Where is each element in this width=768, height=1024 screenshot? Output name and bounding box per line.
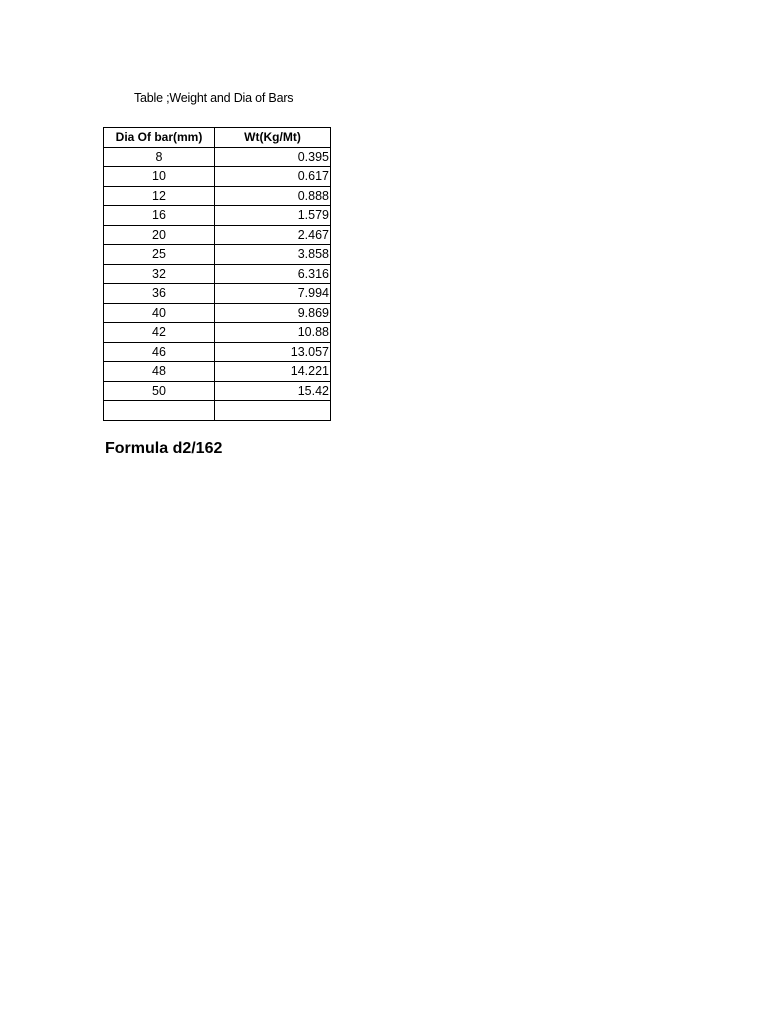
cell-weight: 15.42 [215, 381, 331, 401]
table-row [104, 362, 331, 382]
cell-dia: 40 [104, 303, 215, 323]
cell-dia: 10 [104, 167, 215, 187]
column-header-dia: Dia Of bar(mm) [104, 128, 215, 148]
table-row [104, 206, 331, 226]
cell-weight: 9.869 [215, 303, 331, 323]
table-row-empty [104, 401, 331, 421]
table-row [104, 186, 331, 206]
table-row [104, 147, 331, 167]
cell-dia: 50 [104, 381, 215, 401]
cell-weight: 7.994 [215, 284, 331, 304]
cell-weight: 2.467 [215, 225, 331, 245]
cell-weight: 1.579 [215, 206, 331, 226]
bar-weight-table [103, 127, 331, 421]
cell-dia: 36 [104, 284, 215, 304]
table-row [104, 245, 331, 265]
table-caption: Table ;Weight and Dia of Bars [134, 91, 294, 105]
cell-weight: 3.858 [215, 245, 331, 265]
cell-dia: 48 [104, 362, 215, 382]
table-row [104, 323, 331, 343]
cell-weight: 10.88 [215, 323, 331, 343]
table-header-row [104, 128, 331, 148]
cell-dia [104, 401, 215, 421]
table-row [104, 303, 331, 323]
formula-note: Formula d2/162 [105, 440, 223, 457]
cell-weight: 0.617 [215, 167, 331, 187]
cell-weight: 14.221 [215, 362, 331, 382]
cell-dia: 16 [104, 206, 215, 226]
cell-dia: 8 [104, 147, 215, 167]
table-row [104, 342, 331, 362]
cell-dia: 32 [104, 264, 215, 284]
table-row [104, 225, 331, 245]
cell-weight: 6.316 [215, 264, 331, 284]
column-header-weight: Wt(Kg/Mt) [215, 128, 331, 148]
cell-weight: 0.395 [215, 147, 331, 167]
table-row [104, 167, 331, 187]
cell-weight: 0.888 [215, 186, 331, 206]
cell-weight [215, 401, 331, 421]
cell-dia: 12 [104, 186, 215, 206]
table-row [104, 264, 331, 284]
cell-dia: 46 [104, 342, 215, 362]
table-row [104, 381, 331, 401]
cell-dia: 20 [104, 225, 215, 245]
cell-dia: 25 [104, 245, 215, 265]
table-row [104, 284, 331, 304]
cell-weight: 13.057 [215, 342, 331, 362]
cell-dia: 42 [104, 323, 215, 343]
